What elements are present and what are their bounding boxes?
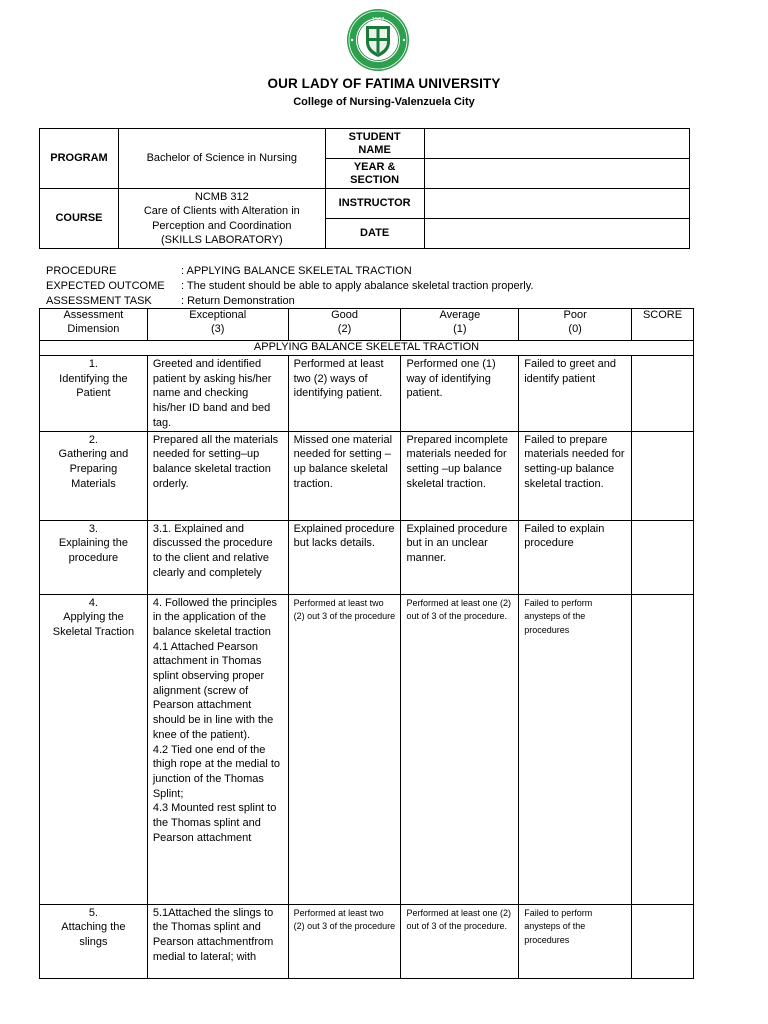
- student-name-label: STUDENT NAME: [325, 129, 424, 159]
- year-section-label: YEAR & SECTION: [325, 159, 424, 189]
- date-label: DATE: [325, 219, 424, 249]
- score-cell[interactable]: [632, 431, 694, 520]
- course-value: NCMB 312 Care of Clients with Alteration in Perception and Coordination (SKILLS LABORATORY): [118, 189, 325, 249]
- header-poor: Poor (0): [519, 309, 632, 341]
- average-cell: Performed at least one (2) out of 3 of the procedure.: [401, 594, 519, 904]
- header-average: Average (1): [401, 309, 519, 341]
- expected-outcome-value: : The student should be able to apply abalance skeletal traction properly.: [181, 280, 534, 292]
- university-seal-icon: [346, 8, 410, 72]
- exceptional-cell: Greeted and identified patient by asking his/her name and checking his/her ID band and bed tag.: [147, 356, 288, 432]
- good-cell: Missed one material needed for setting –up balance skeletal traction.: [288, 431, 401, 520]
- good-cell: Performed at least two (2) out 3 of the procedure: [288, 904, 401, 978]
- assessment-task-label: ASSESSMENT TASK: [46, 295, 152, 307]
- good-cell: Explained procedure but lacks details.: [288, 520, 401, 594]
- dimension-cell: 5. Attaching the slings: [40, 904, 148, 978]
- student-name-field[interactable]: [424, 129, 689, 159]
- average-cell: Performed one (1) way of identifying patient.: [401, 356, 519, 432]
- exceptional-cell: 5.1Attached the slings to the Thomas splint and Pearson attachmentfrom medial to lateral; with: [147, 904, 288, 978]
- table-row: [40, 356, 694, 432]
- exceptional-cell: 3.1. Explained and discussed the procedure to the client and relative clearly and completely: [147, 520, 288, 594]
- exceptional-cell: 4. Followed the principles in the application of the balance skeletal traction 4.1 Attached Pearson attachment in Thomas splint observing proper alignment (screw of Pearson attachment should be in line with the knee of the patient). 4.2 Tied one end of the thigh rope at the medial to junction of the Thomas Splint; 4.3 Mounted rest splint to the Thomas splint and Pearson attachment: [147, 594, 288, 904]
- dimension-cell: 3. Explaining the procedure: [40, 520, 148, 594]
- program-value: Bachelor of Science in Nursing: [118, 129, 325, 189]
- procedure-value: : APPLYING BALANCE SKELETAL TRACTION: [181, 265, 412, 277]
- poor-cell: Failed to explain procedure: [519, 520, 632, 594]
- poor-cell: Failed to perform anysteps of the procedures: [519, 904, 632, 978]
- section-title: APPLYING BALANCE SKELETAL TRACTION: [40, 341, 694, 356]
- instructor-field[interactable]: [424, 189, 689, 219]
- good-cell: Performed at least two (2) ways of identifying patient.: [288, 356, 401, 432]
- student-info-table: [39, 128, 690, 249]
- average-cell: Prepared incomplete materials needed for setting –up balance skeletal traction.: [401, 431, 519, 520]
- table-row: [40, 594, 694, 904]
- average-cell: Performed at least one (2) out of 3 of the procedure.: [401, 904, 519, 978]
- year-section-field[interactable]: [424, 159, 689, 189]
- table-row: [40, 904, 694, 978]
- instructor-label: INSTRUCTOR: [325, 189, 424, 219]
- table-row: [40, 431, 694, 520]
- table-row: [40, 520, 694, 594]
- expected-outcome-label: EXPECTED OUTCOME: [46, 280, 165, 292]
- dimension-cell: 1. Identifying the Patient: [40, 356, 148, 432]
- exceptional-cell: Prepared all the materials needed for setting–up balance skeletal traction orderly.: [147, 431, 288, 520]
- procedure-meta: [46, 264, 686, 309]
- assessment-task-value: : Return Demonstration: [181, 295, 295, 307]
- good-cell: Performed at least two (2) out 3 of the procedure: [288, 594, 401, 904]
- assessment-rubric-table: [39, 308, 694, 979]
- program-label: PROGRAM: [40, 129, 119, 189]
- poor-cell: Failed to greet and identify patient: [519, 356, 632, 432]
- score-cell[interactable]: [632, 904, 694, 978]
- score-cell[interactable]: [632, 520, 694, 594]
- college-name: College of Nursing-Valenzuela City: [293, 96, 475, 108]
- dimension-cell: 4. Applying the Skeletal Traction: [40, 594, 148, 904]
- date-field[interactable]: [424, 219, 689, 249]
- average-cell: Explained procedure but in an unclear manner.: [401, 520, 519, 594]
- header-score: SCORE: [632, 309, 694, 341]
- header-exceptional: Exceptional (3): [147, 309, 288, 341]
- svg-text:1967: 1967: [371, 17, 385, 23]
- header-assessment-dimension: Assessment Dimension: [40, 309, 148, 341]
- university-name: OUR LADY OF FATIMA UNIVERSITY: [267, 76, 501, 91]
- score-cell[interactable]: [632, 594, 694, 904]
- dimension-cell: 2. Gathering and Preparing Materials: [40, 431, 148, 520]
- score-cell[interactable]: [632, 356, 694, 432]
- course-label: COURSE: [40, 189, 119, 249]
- procedure-label: PROCEDURE: [46, 265, 117, 277]
- header-good: Good (2): [288, 309, 401, 341]
- poor-cell: Failed to prepare materials needed for setting-up balance skeletal traction.: [519, 431, 632, 520]
- poor-cell: Failed to perform anysteps of the procedures: [519, 594, 632, 904]
